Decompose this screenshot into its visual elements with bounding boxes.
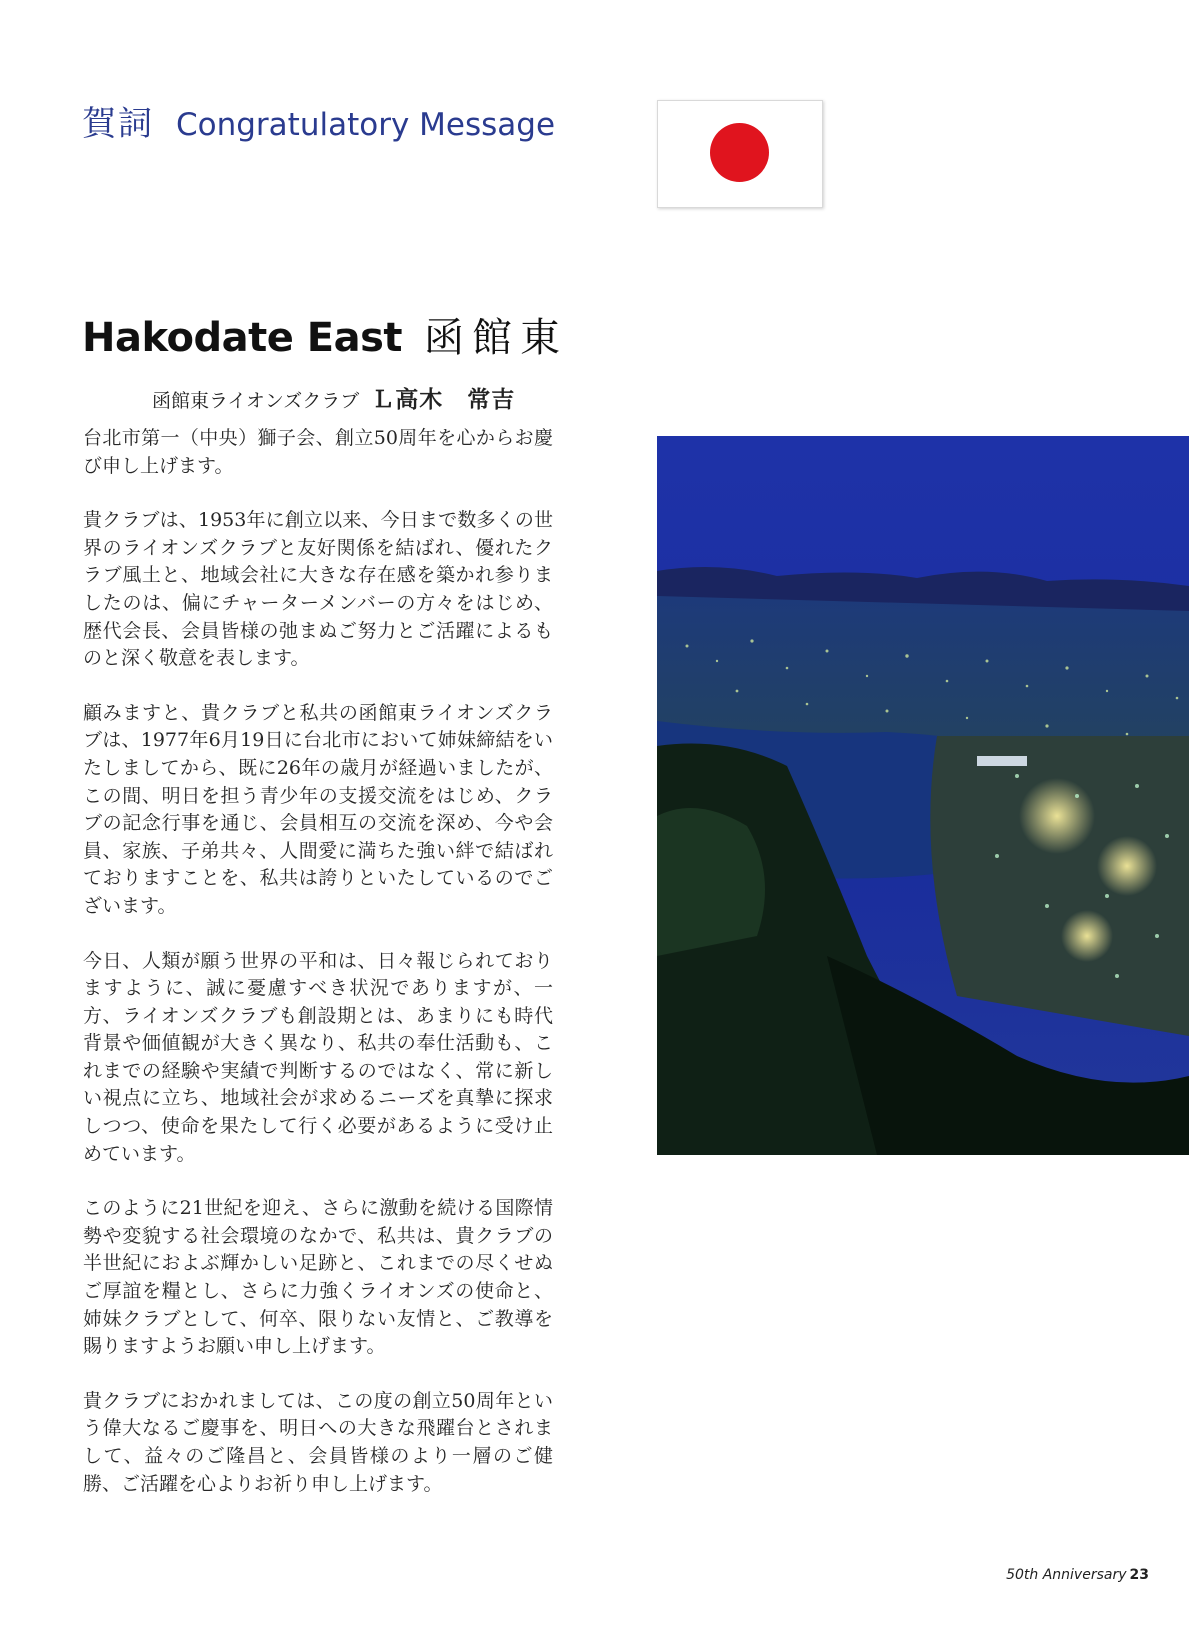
byline-author-name: Ｌ高木 常吉 bbox=[371, 386, 516, 413]
author-byline bbox=[152, 381, 515, 414]
body-paragraph: 顧みますと、貴クラブと私共の函館東ライオンズクラブは、1977年6月19日に台北市において姉妹締結をいたしましてから、既に26年の歳月が経過いましたが、この間、明日を担う青少年の支援交流をはじめ、クラブの記念行事を通じ、会員相互の交流を深め、今や会員、家族、子弟共々、人間愛に満ちた強い絆で結ばれておりますことを、私共は誇りといたしているのでございます。 bbox=[83, 701, 553, 917]
footer-label: 50th Anniversary bbox=[1006, 1567, 1127, 1583]
byline-club: 函館東ライオンズクラブ bbox=[152, 390, 360, 412]
header-title-en: Congratulatory Message bbox=[176, 107, 556, 143]
club-title bbox=[82, 306, 568, 363]
body-paragraph: 今日、人類が願う世界の平和は、日々報じられておりますように、誠に憂慮すべき状況でありますが、一方、ライオンズクラブも創設期とは、あまりにも時代背景や価値観が大きく異なり、私共の奉仕活動も、これまでの経験や実績で判断するのではなく、常に新しい視点に立ち、地域社会が求めるニーズを真摯に探求しつつ、使命を果たして行く必要があるように受け止めています。 bbox=[83, 949, 553, 1165]
hakodate-night-view-photo bbox=[657, 436, 1189, 1155]
body-paragraph: 貴クラブは、1953年に創立以来、今日まで数多くの世界のライオンズクラブと友好関係を結ばれ、優れたクラブ風土と、地域会社に大きな存在感を築かれ参りましたのは、偏にチャーターメンバーの方々をはじめ、歴代会長、会員皆様の弛まぬご努力とご活躍によるものと深く敬意を表します。 bbox=[83, 509, 553, 670]
page-header bbox=[82, 96, 555, 145]
page-footer bbox=[1006, 1567, 1149, 1583]
body-paragraph: 貴クラブにおかれましては、この度の創立50周年という偉大なるご慶事を、明日への大きな飛躍台とされまして、益々のご隆昌と、会員皆様のより一層のご健勝、ご活躍を心よりお祈り申し上げます。 bbox=[83, 1389, 553, 1495]
club-name-jp: 函館東 bbox=[424, 315, 569, 361]
body-paragraph: このように21世紀を迎え、さらに激動を続ける国際情勢や変貌する社会環境のなかで、私共は、貴クラブの半世紀におよぶ輝かしい足跡と、これまでの尽くせぬご厚誼を糧とし、さらに力強くライオンズの使命と、姉妹クラブとして、何卒、限りない友情と、ご教導を賜りますようお願い申し上げます。 bbox=[83, 1197, 553, 1358]
message-body bbox=[83, 425, 553, 1525]
body-paragraph: 台北市第一（中央）獅子会、創立50周年を心からお慶び申し上げます。 bbox=[83, 427, 553, 477]
page-number: 23 bbox=[1129, 1567, 1149, 1583]
header-title-jp: 賀詞 bbox=[82, 104, 154, 144]
club-name-en: Hakodate East bbox=[82, 315, 403, 361]
japan-flag-icon bbox=[657, 100, 823, 208]
flag-red-disc bbox=[710, 123, 769, 182]
